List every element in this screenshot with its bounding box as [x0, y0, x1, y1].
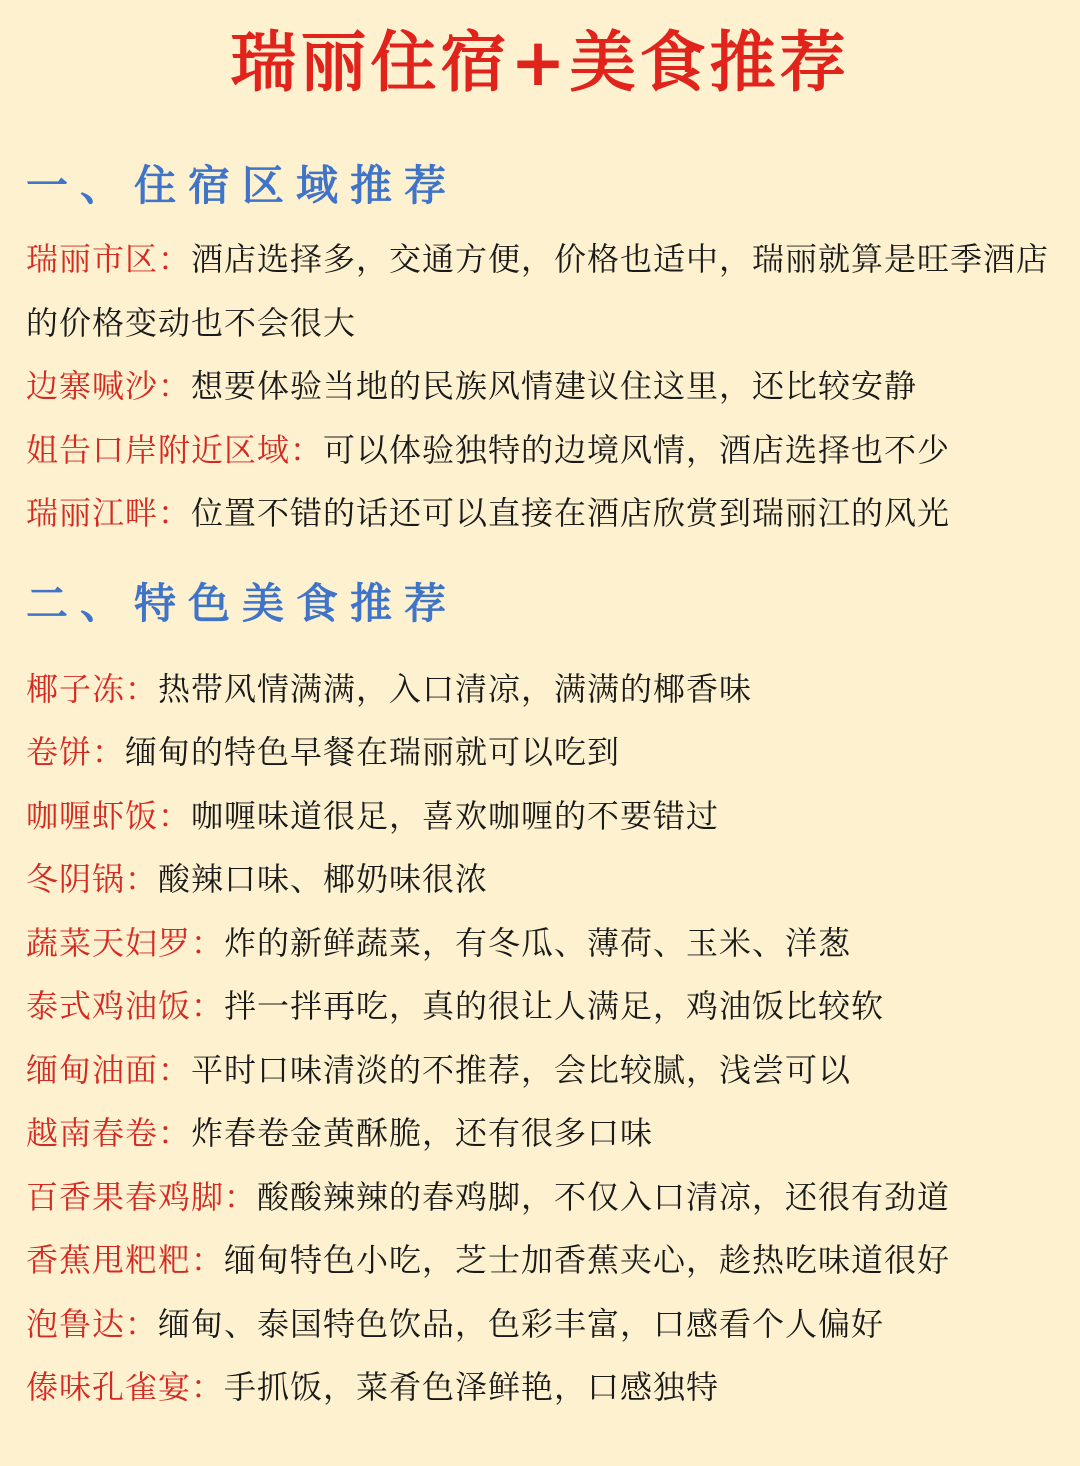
food-item-name: 咖喱虾饭：: [26, 796, 192, 835]
food-item: [26, 912, 1054, 976]
food-item-desc: 炸春卷金黄酥脆，还有很多口味: [191, 1114, 654, 1152]
food-item: [26, 1293, 1054, 1357]
food-item-name: 泡鲁达：: [26, 1304, 159, 1343]
food-item-desc: 咖喱味道很足，喜欢咖喱的不要错过: [191, 796, 720, 835]
food-item-name: 冬阴锅：: [26, 860, 159, 898]
food-item: [26, 785, 1054, 849]
food-item-name: 香蕉甩粑粑：: [26, 1241, 225, 1279]
lodging-item-name: 瑞丽江畔：: [26, 494, 192, 532]
food-item-name: 泰式鸡油饭：: [26, 987, 225, 1025]
lodging-item-name: 边寨喊沙：: [26, 367, 192, 405]
food-item: [26, 1356, 1054, 1420]
food-item: [26, 1102, 1054, 1166]
food-item-desc: 炸的新鲜蔬菜，有冬瓜、薄荷、玉米、洋葱: [224, 923, 852, 962]
lodging-item: [26, 419, 1054, 483]
food-item: [26, 1166, 1054, 1230]
food-item: [26, 721, 1054, 785]
food-item-desc: 缅甸的特色早餐在瑞丽就可以吃到: [125, 733, 621, 771]
food-item-desc: 酸酸辣辣的春鸡脚，不仅入口清凉，还很有劲道: [257, 1177, 951, 1216]
lodging-item: [26, 355, 1054, 419]
food-item-name: 傣味孔雀宴：: [26, 1368, 225, 1406]
food-item-desc: 平时口味清淡的不推荐，会比较腻，浅尝可以: [191, 1050, 852, 1089]
page-title: 瑞丽住宿+美食推荐: [230, 24, 850, 101]
lodging-item-desc: 酒店选择多，交通方便，价格也适中，瑞丽就算是旺季酒店的价格变动也不会很大: [26, 240, 1050, 342]
food-item-desc: 酸辣口味、椰奶味很浓: [158, 860, 489, 898]
food-item-desc: 手抓饭，菜肴色泽鲜艳，口感独特: [224, 1368, 720, 1406]
food-item-name: 缅甸油面：: [26, 1050, 192, 1089]
food-item-name: 越南春卷：: [26, 1114, 192, 1152]
food-item: [26, 1039, 1054, 1103]
food-list: [26, 658, 1054, 1420]
lodging-item: [26, 228, 1054, 355]
food-item: [26, 975, 1054, 1039]
lodging-item-desc: 可以体验独特的边境风情，酒店选择也不少: [323, 430, 951, 469]
lodging-list: [26, 228, 1054, 546]
lodging-item-name: 姐告口岸附近区域：: [26, 430, 324, 469]
section-heading-food: 二、特色美食推荐: [26, 578, 459, 628]
food-item-name: 卷饼：: [26, 733, 126, 771]
food-item-desc: 热带风情满满，入口清凉，满满的椰香味: [158, 669, 753, 708]
lodging-item: [26, 482, 1054, 546]
lodging-item-desc: 想要体验当地的民族风情建议住这里，还比较安静: [191, 367, 918, 405]
food-item: [26, 1229, 1054, 1293]
lodging-item-name: 瑞丽市区：: [26, 240, 192, 278]
section-heading-lodging: 一、住宿区域推荐: [26, 161, 459, 210]
food-item-desc: 拌一拌再吃，真的很让人满足，鸡油饭比较软: [224, 987, 885, 1025]
food-item-name: 蔬菜天妇罗：: [26, 923, 225, 962]
food-item-desc: 缅甸、泰国特色饮品，色彩丰富，口感看个人偏好: [158, 1304, 885, 1343]
lodging-item-desc: 位置不错的话还可以直接在酒店欣赏到瑞丽江的风光: [191, 494, 951, 532]
food-item-name: 百香果春鸡脚：: [26, 1177, 258, 1216]
food-item-name: 椰子冻：: [26, 669, 159, 708]
food-item: [26, 848, 1054, 912]
food-item: [26, 658, 1054, 722]
food-item-desc: 缅甸特色小吃，芝士加香蕉夹心，趁热吃味道很好: [224, 1241, 951, 1279]
